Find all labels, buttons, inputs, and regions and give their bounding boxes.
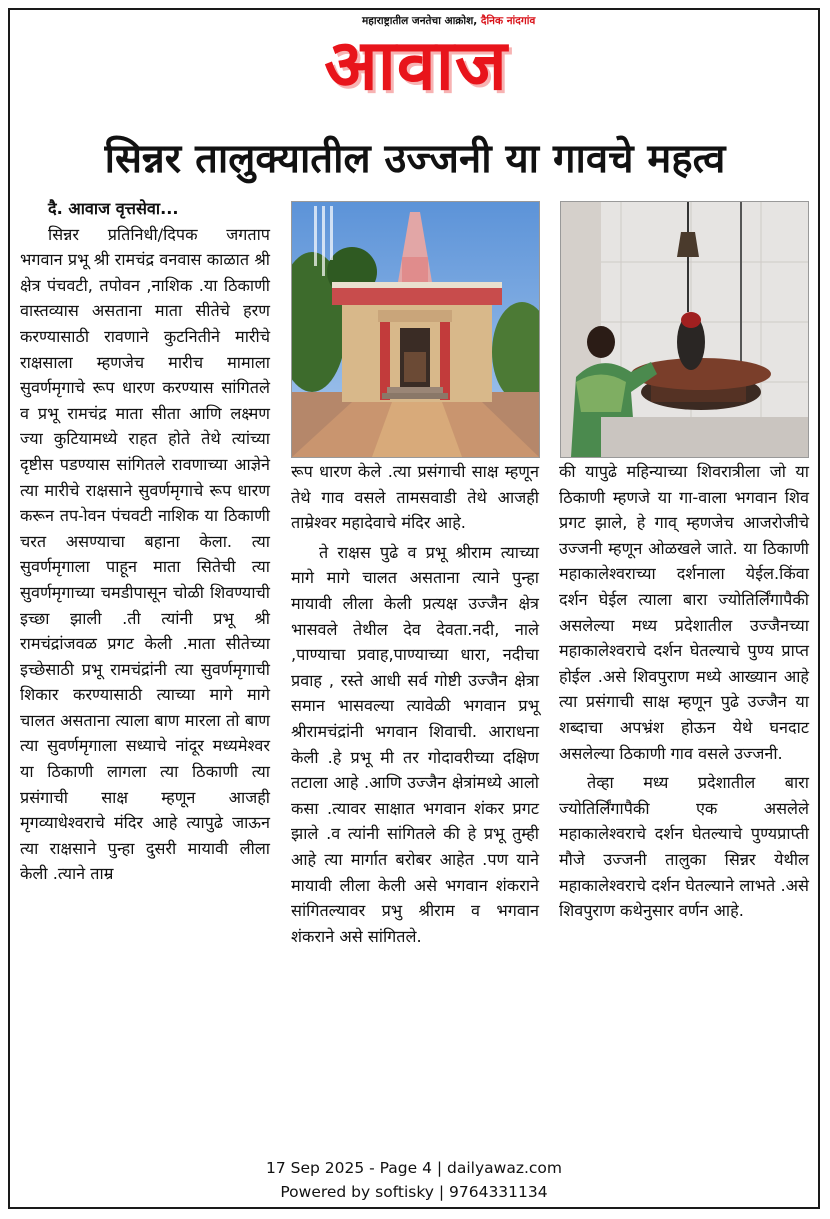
article-column-3 [559,459,809,924]
paragraph: रूप धारण केले .त्या प्रसंगाची साक्ष म्हणून तेथे गाव वसले तामसवाडी तेथे आजही ताम्रेश्वर महादेवाचे मंदिर आहे. [291,462,539,533]
footer-date-page: 17 Sep 2025 - Page 4 | dailyawaz.com [265,1159,563,1177]
shivling-photo-illustration [561,202,808,457]
tagline-right: दैनिक नांदगांव [480,15,536,27]
page-footer [8,1156,820,1204]
paragraph: ते राक्षस पुढे व प्रभू श्रीराम त्याच्या मागे मागे चालत असताना त्याने पुन्हा मायावी लीला केली प्रत्यक्ष उज्जैन क्षेत्र भासवले तेथील देव देवता.नदी, नाले ,पाण्याचा प्रवाह,पाण्याच्या धारा, नदीचा प्रवाह , रस्ते आधी सर्व गोष्टी उज्जैन क्षेत्रा समान भासवल्या त्यावेळी भगवान प्रभू श्रीरामचंद्रांनी भगवान शिवाची. आराधना केली .हे प्रभू मी तर गोदावरीच्या दक्षिण तटाला आहे .आणि उज्जैन क्षेत्रांमध्ये आलो कसा .त्यावर साक्षात भगवान शंकर प्रगट झाले .व त्यांनी सांगितले की हे प्रभू तुम्ही आहे त्या मार्गात बरोबर आहेत .पण याने मायावी लीला केली असे भगवान शंकराने सांगितल्यावर प्रभु श्रीराम व भगवान शंकराने असे सांगितले. [291,542,539,946]
paragraph: तेव्हा मध्य प्रदेशातील बारा ज्योतिर्लिंगापैकी एक असलेले महाकालेश्वराचे दर्शन घेतल्याचे पुण्यप्राप्ती मौजे उज्जनी तालुका सिन्नर येथील महाकालेश्वराचे दर्शन घेतल्याने लाभते .असे शिवपुराण कथेनुसार वर्णन आहे. [559,773,809,921]
temple-exterior-photo [291,201,540,458]
shivling-worship-photo [560,201,809,458]
article-column-2 [291,459,539,949]
article-column-1 [20,196,270,887]
byline: दै. आवाज वृत्तसेवा... [48,199,179,218]
tagline-left: महाराष्ट्रातील जनतेचा आक्रोश, [362,15,478,27]
article-headline: सिन्नर तालुक्यातील उज्जनी या गावचे महत्व [104,136,726,182]
paragraph: की यापुढे महिन्याच्या शिवरात्रीला जो या ठिकाणी म्हणजे या गा-वाला भगवान शिव प्रगट झाले, हे गाव् म्हणजेच आजरोजीचे उज्जनी म्हणून ओळखले जाते. या ठिकाणी महाकालेश्वराच्या दर्शनाला येईल.किंवा दर्शन घेईल त्याला बारा ज्योतिर्लिंगापैकी असलेल्या मध्य प्रदेशातील उज्जैनच्या महाकालेश्वराचे दर्शन घेतल्याचे पुण्य प्राप्त होईल .असे शिवपुराण मध्ये आख्यान आहे त्या प्रसंगाची साक्ष म्हणून पुढे उज्जैन या शब्दाचा अपभ्रंश होऊन येथे घनदाट असलेल्या ठिकाणी गाव वसले उज्जनी. [559,462,809,763]
temple-photo-illustration [292,202,539,457]
newspaper-logo: आवाज [324,24,508,106]
paragraph: सिन्नर प्रतिनिधी/दिपक जगताप भगवान प्रभू श्री रामचंद्र वनवास काळात श्री क्षेत्र पंचवटी, तपोवन ,नाशिक .या ठिकाणी वास्तव्यास असताना माता सीतेचे हरण करण्यासाठी रावणाने कुटनितीने मारीचे राक्षसाला म्हणजेच मारीच मामाला सुवर्णमृगाचे रूप धारण करण्यास सांगितले व प्रभू रामचंद्र माता सीता आणि लक्ष्मण ज्या कुटियामध्ये राहत होते तेथे त्यांच्या दृष्टीस पडण्यास सांगितले रावणाच्या आज्ञेने त्या मारीचे राक्षसाने सुवर्णमृगाचे रूप धारण करून तप-ोवन पंचवटी नाशिक या ठिकाणी चरत असण्याचा बहाना केला. त्या सुवर्णमृगाला पाहून माता सितेची त्या सुवर्णमृगाच्या चमडीपासून चोळी शिवण्याची इच्छा झाली .ती त्यांनी प्रभू श्री रामचंद्रांजवळ प्रगट केली .माता सीतेच्या इच्छेसाठी प्रभू रामचंद्रांनी त्या सुवर्णमृगाची शिकार करण्यासाठी त्याच्या मागे मागे चालत असताना त्याला बाण मारला तो बाण त्या सुवर्णमृगाला सध्याचे नांदूर मध्यमेश्वर या ठिकाणी लागला त्या ठिकाणी त्या प्रसंगाची साक्ष म्हणून आजही मृगव्याधेश्वराचे मंदिर आहे त्यापुढे जाऊन त्या राक्षसाने पुन्हा दुसरी मायावी लीला केली .त्याने ताम्र [20,224,270,884]
footer-powered-by: Powered by softisky | 9764331134 [280,1183,548,1201]
